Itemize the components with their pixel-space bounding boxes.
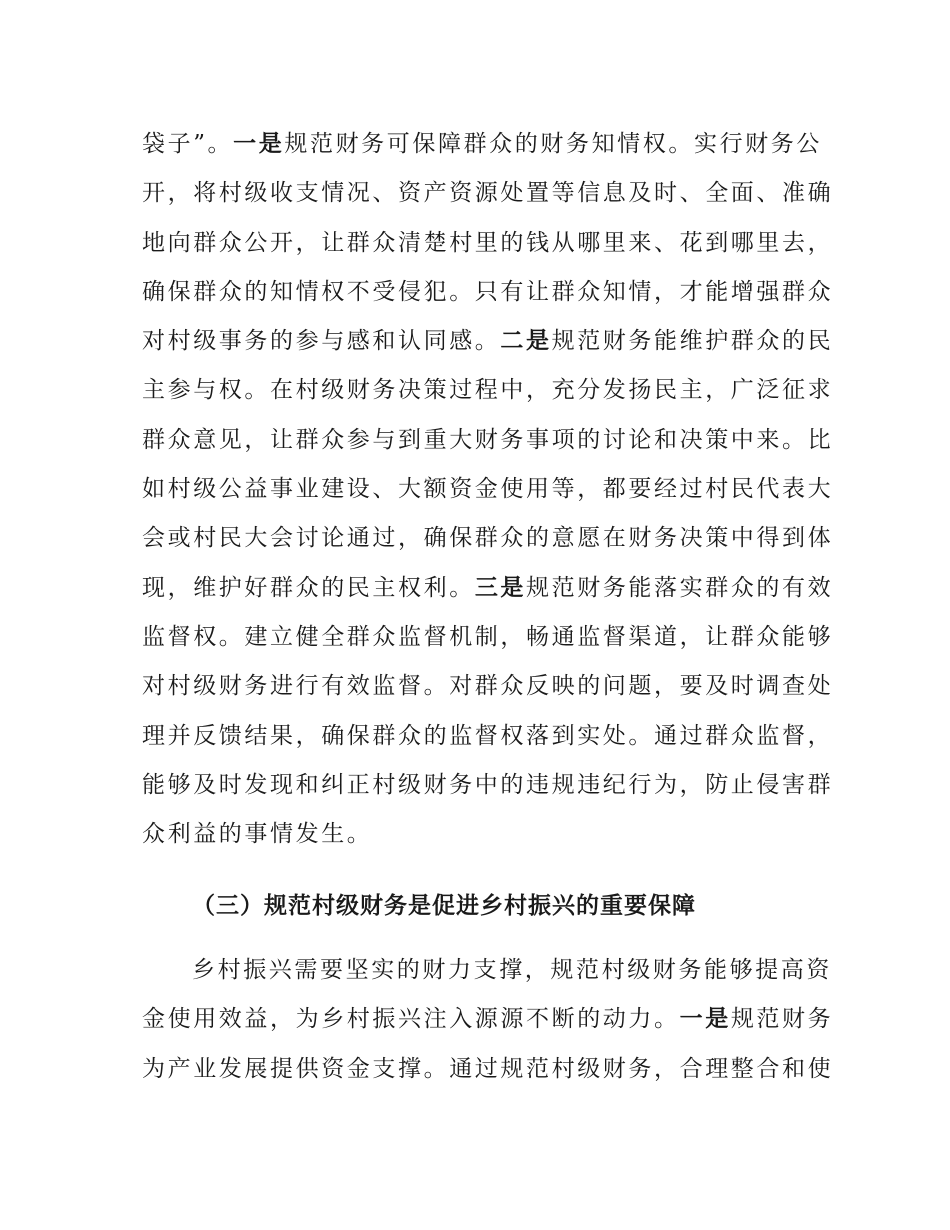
text-line xyxy=(142,514,834,563)
text-run: 开，将村级收支情况、资产资源处置等信息及时、全面、准确 xyxy=(142,180,834,207)
text-line xyxy=(142,810,810,859)
section-heading: （三）规范村级财务是促进乡村振兴的重要保障 xyxy=(192,893,696,919)
text-line xyxy=(142,761,834,810)
text-line xyxy=(142,169,834,218)
text-line xyxy=(142,946,832,995)
text-run: 金使用效益，为乡村振兴注入源源不断的动力。 xyxy=(142,1006,680,1033)
text-run: 会或村民大会讨论通过，确保群众的意愿在财务决策中得到体 xyxy=(142,525,834,552)
text-run: 主参与权。在村级财务决策过程中，充分发扬民主，广泛征求 xyxy=(142,377,834,404)
bold-keyword: 三是 xyxy=(474,574,527,601)
text-run: 群众意见，让群众参与到重大财务事项的讨论和决策中来。比 xyxy=(142,426,834,453)
text-run: 规范财务能落实群众的有效 xyxy=(526,574,834,601)
text-run: 规范财务可保障群众的财务知情权。实行财务公 xyxy=(284,131,822,157)
text-run: 监督权。建立健全群众监督机制，畅通监督渠道，让群众能够 xyxy=(142,623,834,650)
text-run: 对村级事务的参与感和认同感。 xyxy=(142,328,501,355)
text-run: 能够及时发现和纠正村级财务中的违规违纪行为，防止侵害群 xyxy=(142,771,834,798)
text-run: 地向群众公开，让群众清楚村里的钱从哪里来、花到哪里去， xyxy=(142,229,834,256)
text-run: 确保群众的知情权不受侵犯。只有让群众知情，才能增强群众 xyxy=(142,278,834,305)
text-run: 规范财务能维护群众的民 xyxy=(551,328,834,355)
text-line xyxy=(142,416,834,465)
text-run: 理并反馈结果，确保群众的监督权落到实处。通过群众监督， xyxy=(142,722,834,749)
bold-keyword: 二是 xyxy=(500,328,552,355)
text-run: 规范财务 xyxy=(730,1006,834,1033)
text-line xyxy=(142,712,834,761)
text-line xyxy=(142,465,834,514)
text-run: 现，维护好群众的民主权利。 xyxy=(142,574,475,601)
text-line xyxy=(142,662,834,711)
text-line xyxy=(142,613,834,662)
text-run: 对村级财务进行有效监督。对群众反映的问题，要及时调查处 xyxy=(142,673,834,700)
text-run: 如村级公益事业建设、大额资金使用等，都要经过村民代表大 xyxy=(142,476,834,503)
bold-keyword: 一是 xyxy=(679,1006,731,1033)
text-line xyxy=(142,120,822,169)
bold-keyword: 一是 xyxy=(233,131,285,157)
body-paragraph-2 xyxy=(142,946,834,1094)
text-run: 乡村振兴需要坚实的财力支撑，规范村级财务能够提高资 xyxy=(192,957,832,983)
text-line xyxy=(142,317,834,366)
text-line xyxy=(142,268,834,317)
body-paragraph-1 xyxy=(142,120,834,859)
text-line xyxy=(142,995,834,1044)
text-line xyxy=(142,1045,834,1094)
text-line xyxy=(142,564,834,613)
text-run: 为产业发展提供资金支撑。通过规范村级财务，合理整合和使 xyxy=(142,1055,834,1082)
text-line xyxy=(142,219,834,268)
text-line xyxy=(142,366,834,415)
text-run: 众利益的事情发生。 xyxy=(142,821,373,848)
text-run: 袋子”。 xyxy=(142,131,234,157)
